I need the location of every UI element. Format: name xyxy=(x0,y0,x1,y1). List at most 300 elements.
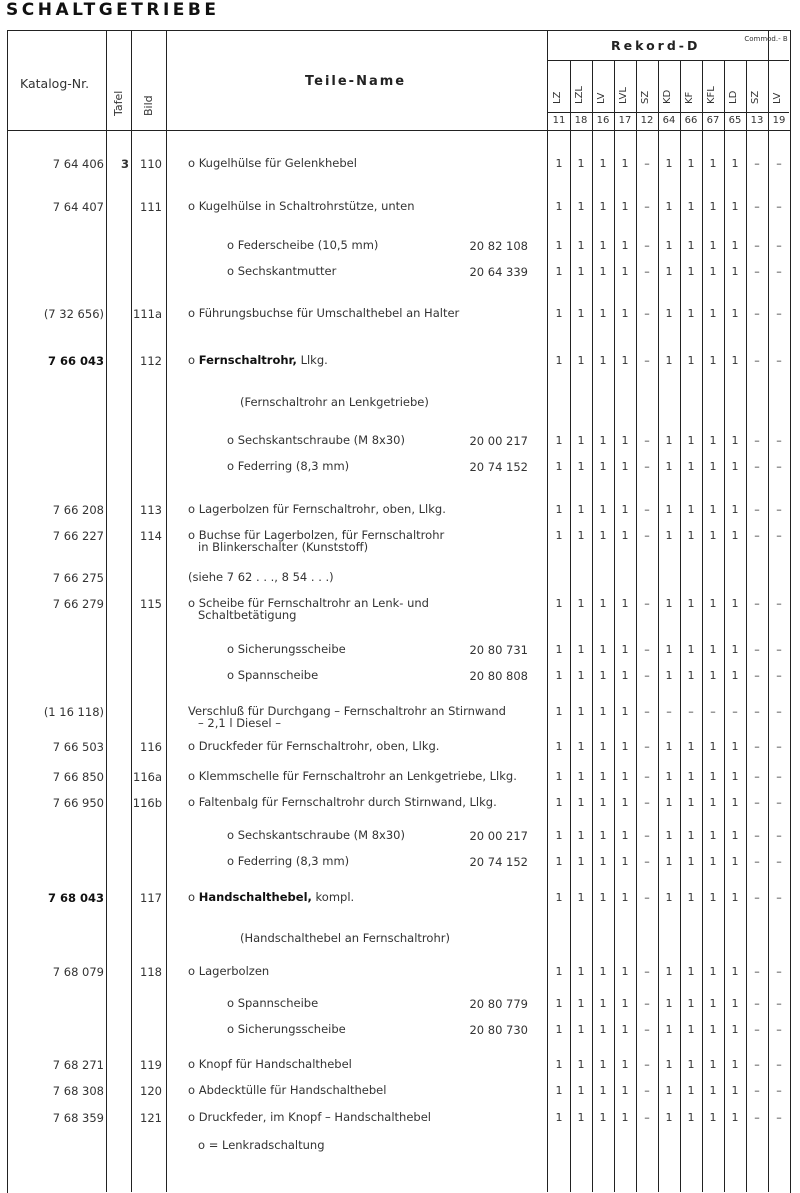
quantity-cell: 1 xyxy=(555,460,563,473)
model-column-divider xyxy=(768,30,769,1192)
part-name xyxy=(188,891,354,903)
part-name xyxy=(188,1084,386,1096)
catalog-number: 7 66 208 xyxy=(52,503,104,517)
bild-number: 116a xyxy=(133,770,162,784)
bullet-marker: o xyxy=(188,964,199,978)
catalog-number: 7 66 950 xyxy=(52,796,104,810)
quantity-cell: 1 xyxy=(621,529,629,542)
model-column-divider xyxy=(680,60,681,1192)
quantity-cell: 1 xyxy=(731,740,739,753)
quantity-cell: – xyxy=(644,200,650,213)
header-divider xyxy=(7,130,790,131)
bild-number: 117 xyxy=(140,891,162,905)
column-divider xyxy=(166,30,167,1192)
quantity-cell: 1 xyxy=(555,669,563,682)
quantity-cell: – xyxy=(776,1058,782,1071)
quantity-cell: 1 xyxy=(731,669,739,682)
bullet-marker: o xyxy=(188,199,199,213)
part-name xyxy=(227,265,336,277)
quantity-cell: 1 xyxy=(555,740,563,753)
quantity-cell: 1 xyxy=(599,643,607,656)
quantity-cell: – xyxy=(776,829,782,842)
quantity-cell: – xyxy=(644,770,650,783)
quantity-cell: – xyxy=(776,1023,782,1036)
part-name xyxy=(188,740,439,752)
part-name-text: Druckfeder, im Knopf – Handschalthebel xyxy=(198,1110,431,1124)
part-name-text: Lagerbolzen xyxy=(198,964,270,978)
quantity-cell: 1 xyxy=(665,265,673,278)
bullet-marker: o xyxy=(227,642,238,656)
catalog-number: 7 68 359 xyxy=(52,1111,104,1125)
quantity-cell: 1 xyxy=(599,1058,607,1071)
part-name xyxy=(227,855,349,867)
quantity-cell: – xyxy=(776,770,782,783)
quantity-cell: 1 xyxy=(621,307,629,320)
bullet-marker: o xyxy=(227,1022,238,1036)
part-number: 20 00 217 xyxy=(469,434,528,448)
quantity-cell: 1 xyxy=(687,597,695,610)
part-name xyxy=(188,1111,431,1123)
quantity-cell: 1 xyxy=(665,1058,673,1071)
quantity-cell: – xyxy=(644,855,650,868)
quantity-cell: 1 xyxy=(665,796,673,809)
bullet-marker: o xyxy=(188,502,199,516)
part-name-text: Kugelhülse für Gelenkhebel xyxy=(198,156,357,170)
part-name xyxy=(227,643,346,655)
quantity-cell: 1 xyxy=(621,597,629,610)
catalog-number: 7 66 503 xyxy=(52,740,104,754)
part-name-text: Führungsbuchse für Umschalthebel an Halter xyxy=(198,306,460,320)
bild-number: 111a xyxy=(133,307,162,321)
quantity-cell: 1 xyxy=(709,157,717,170)
bullet-marker: o xyxy=(227,264,238,278)
quantity-cell: 1 xyxy=(687,307,695,320)
bullet-marker: o xyxy=(227,996,238,1010)
header-tafel: Tafel xyxy=(112,90,125,116)
quantity-cell: – xyxy=(776,643,782,656)
part-name-bold: Fernschaltrohr, xyxy=(198,353,297,367)
quantity-cell: 1 xyxy=(599,705,607,718)
quantity-cell: 1 xyxy=(709,643,717,656)
bild-number: 110 xyxy=(140,157,162,171)
part-number: 20 00 217 xyxy=(469,829,528,843)
quantity-cell: 1 xyxy=(555,503,563,516)
quantity-cell: 1 xyxy=(687,796,695,809)
quantity-cell: 1 xyxy=(687,460,695,473)
quantity-cell: 1 xyxy=(687,829,695,842)
quantity-cell: – xyxy=(754,855,760,868)
quantity-cell: 1 xyxy=(709,503,717,516)
part-name-text: Llkg. xyxy=(296,353,328,367)
quantity-cell: – xyxy=(776,529,782,542)
quantity-cell: 1 xyxy=(599,770,607,783)
quantity-cell: 1 xyxy=(621,891,629,904)
quantity-cell: – xyxy=(776,669,782,682)
quantity-cell: 1 xyxy=(599,1111,607,1124)
quantity-cell: – xyxy=(644,239,650,252)
quantity-cell: 1 xyxy=(665,829,673,842)
quantity-cell: 1 xyxy=(555,157,563,170)
model-number: 13 xyxy=(750,115,764,126)
model-number: 19 xyxy=(772,115,786,126)
part-name-bold: Handschalthebel, xyxy=(198,890,312,904)
model-code: KFL xyxy=(706,86,717,104)
part-number: 20 64 339 xyxy=(469,265,528,279)
quantity-cell: 1 xyxy=(665,354,673,367)
bullet-marker: o xyxy=(227,668,238,682)
part-name xyxy=(227,829,405,841)
quantity-cell: – xyxy=(644,460,650,473)
quantity-cell: 1 xyxy=(687,965,695,978)
quantity-cell: – xyxy=(776,740,782,753)
quantity-cell: 1 xyxy=(709,796,717,809)
part-number: 20 80 808 xyxy=(469,669,528,683)
quantity-cell: – xyxy=(754,460,760,473)
part-name xyxy=(188,705,506,729)
header-divider xyxy=(547,112,789,113)
catalog-number: 7 66 043 xyxy=(47,354,104,368)
part-number: 20 80 779 xyxy=(469,997,528,1011)
quantity-cell: 1 xyxy=(731,1111,739,1124)
quantity-cell: 1 xyxy=(577,1111,585,1124)
part-name-text: (Fernschaltrohr an Lenkgetriebe) xyxy=(240,395,429,409)
quantity-cell: – xyxy=(644,354,650,367)
bild-number: 116 xyxy=(140,740,162,754)
quantity-cell: 1 xyxy=(621,157,629,170)
quantity-cell: 1 xyxy=(621,1084,629,1097)
quantity-cell: 1 xyxy=(577,643,585,656)
quantity-cell: 1 xyxy=(621,997,629,1010)
part-name xyxy=(188,529,444,553)
quantity-cell: – xyxy=(644,503,650,516)
quantity-cell: 1 xyxy=(577,740,585,753)
part-name-text: Sicherungsscheibe xyxy=(237,642,346,656)
bullet-marker: o xyxy=(188,1083,199,1097)
part-name-line2: in Blinkerschalter (Kunststoff) xyxy=(198,540,369,554)
quantity-cell: 1 xyxy=(577,1084,585,1097)
part-name-text: Kugelhülse in Schaltrohrstütze, unten xyxy=(198,199,415,213)
quantity-cell: – xyxy=(644,891,650,904)
quantity-cell: 1 xyxy=(555,705,563,718)
quantity-cell: – xyxy=(644,1058,650,1071)
quantity-cell: 1 xyxy=(665,434,673,447)
quantity-cell: 1 xyxy=(665,1084,673,1097)
quantity-cell: 1 xyxy=(555,307,563,320)
quantity-cell: 1 xyxy=(577,997,585,1010)
quantity-cell: – xyxy=(754,529,760,542)
catalog-number: 7 66 850 xyxy=(52,770,104,784)
quantity-cell: 1 xyxy=(687,669,695,682)
part-name xyxy=(240,932,450,944)
quantity-cell: 1 xyxy=(687,1023,695,1036)
bild-number: 114 xyxy=(140,529,162,543)
part-name-text: Buchse für Lagerbolzen, für Fernschaltrohr xyxy=(198,528,445,542)
quantity-cell: 1 xyxy=(577,239,585,252)
quantity-cell: 1 xyxy=(599,434,607,447)
model-column-divider xyxy=(614,60,615,1192)
quantity-cell: 1 xyxy=(555,1111,563,1124)
quantity-cell: 1 xyxy=(665,997,673,1010)
part-name xyxy=(188,200,415,212)
model-column-divider xyxy=(658,60,659,1192)
quantity-cell: 1 xyxy=(555,796,563,809)
model-code: KF xyxy=(684,91,695,104)
quantity-cell: – xyxy=(732,705,738,718)
quantity-cell: – xyxy=(754,1058,760,1071)
catalog-number: (7 32 656) xyxy=(43,307,104,321)
quantity-cell: 1 xyxy=(687,643,695,656)
quantity-cell: 1 xyxy=(709,740,717,753)
quantity-cell: 1 xyxy=(709,265,717,278)
part-name-text: Federscheibe (10,5 mm) xyxy=(237,238,379,252)
header-commodore: Commod.- B xyxy=(744,35,788,43)
quantity-cell: 1 xyxy=(577,597,585,610)
quantity-cell: – xyxy=(644,965,650,978)
bild-number: 119 xyxy=(140,1058,162,1072)
quantity-cell: 1 xyxy=(621,354,629,367)
quantity-cell: – xyxy=(754,1084,760,1097)
bullet-marker: o xyxy=(188,353,199,367)
quantity-cell: 1 xyxy=(577,705,585,718)
quantity-cell: 1 xyxy=(577,200,585,213)
quantity-cell: 1 xyxy=(599,965,607,978)
part-number: 20 74 152 xyxy=(469,460,528,474)
quantity-cell: 1 xyxy=(665,643,673,656)
quantity-cell: 1 xyxy=(665,239,673,252)
quantity-cell: – xyxy=(754,307,760,320)
quantity-cell: 1 xyxy=(599,855,607,868)
quantity-cell: 1 xyxy=(555,1058,563,1071)
quantity-cell: 1 xyxy=(621,503,629,516)
quantity-cell: 1 xyxy=(687,1084,695,1097)
catalog-number: 7 68 079 xyxy=(52,965,104,979)
quantity-cell: 1 xyxy=(731,265,739,278)
quantity-cell: 1 xyxy=(621,239,629,252)
quantity-cell: 1 xyxy=(555,434,563,447)
quantity-cell: – xyxy=(754,997,760,1010)
quantity-cell: – xyxy=(754,643,760,656)
header-bild: Bild xyxy=(142,95,155,116)
catalog-number: 7 66 275 xyxy=(52,571,104,585)
quantity-cell: – xyxy=(754,265,760,278)
model-code: LZL xyxy=(574,86,585,104)
quantity-cell: 1 xyxy=(577,796,585,809)
quantity-cell: 1 xyxy=(687,200,695,213)
part-name-text: Spannscheibe xyxy=(237,668,319,682)
part-name xyxy=(188,307,459,319)
column-divider xyxy=(547,30,548,1192)
quantity-cell: 1 xyxy=(599,239,607,252)
quantity-cell: 1 xyxy=(731,891,739,904)
header-rekord-d: Rekord-D xyxy=(611,38,701,53)
quantity-cell: 1 xyxy=(709,529,717,542)
bullet-marker: o xyxy=(188,769,199,783)
part-name xyxy=(227,1023,346,1035)
quantity-cell: 1 xyxy=(687,770,695,783)
model-number: 65 xyxy=(728,115,742,126)
bullet-marker: o xyxy=(227,854,238,868)
quantity-cell: – xyxy=(644,529,650,542)
quantity-cell: – xyxy=(644,643,650,656)
part-name xyxy=(188,503,446,515)
part-name-text: Faltenbalg für Fernschaltrohr durch Stirnwand, Llkg. xyxy=(198,795,497,809)
part-name xyxy=(188,597,429,621)
quantity-cell: 1 xyxy=(621,705,629,718)
quantity-cell: 1 xyxy=(555,354,563,367)
model-number: 18 xyxy=(574,115,588,126)
bullet-marker: o xyxy=(188,890,199,904)
quantity-cell: 1 xyxy=(555,1084,563,1097)
part-name xyxy=(188,157,357,169)
bullet-marker: o xyxy=(188,596,199,610)
model-number: 17 xyxy=(618,115,632,126)
quantity-cell: – xyxy=(644,740,650,753)
quantity-cell: – xyxy=(776,891,782,904)
part-number: 20 80 731 xyxy=(469,643,528,657)
model-number: 66 xyxy=(684,115,698,126)
part-name xyxy=(227,239,378,251)
quantity-cell: 1 xyxy=(599,1023,607,1036)
bullet-marker: o xyxy=(188,1057,199,1071)
quantity-cell: – xyxy=(754,740,760,753)
part-name xyxy=(240,396,429,408)
catalog-number: (1 16 118) xyxy=(43,705,104,719)
quantity-cell: 1 xyxy=(665,503,673,516)
quantity-cell: 1 xyxy=(577,669,585,682)
quantity-cell: 1 xyxy=(577,891,585,904)
bullet-marker: o xyxy=(188,739,199,753)
quantity-cell: 1 xyxy=(731,997,739,1010)
quantity-cell: 1 xyxy=(555,855,563,868)
bullet-marker: o xyxy=(188,528,199,542)
bullet-marker: o xyxy=(227,433,238,447)
quantity-cell: 1 xyxy=(709,997,717,1010)
part-name-text: Sechskantmutter xyxy=(237,264,337,278)
catalog-number: 7 66 227 xyxy=(52,529,104,543)
quantity-cell: 1 xyxy=(665,770,673,783)
quantity-cell: 1 xyxy=(621,740,629,753)
quantity-cell: – xyxy=(776,965,782,978)
quantity-cell: 1 xyxy=(599,891,607,904)
quantity-cell: 1 xyxy=(709,597,717,610)
quantity-cell: 1 xyxy=(665,1111,673,1124)
quantity-cell: 1 xyxy=(621,669,629,682)
quantity-cell: – xyxy=(754,1023,760,1036)
quantity-cell: – xyxy=(644,265,650,278)
bullet-marker: o xyxy=(188,1110,199,1124)
quantity-cell: 1 xyxy=(621,965,629,978)
quantity-cell: 1 xyxy=(577,965,585,978)
part-name xyxy=(227,997,318,1009)
quantity-cell: 1 xyxy=(555,997,563,1010)
quantity-cell: – xyxy=(644,307,650,320)
part-name-text: (siehe 7 62 . . ., 8 54 . . .) xyxy=(188,570,334,584)
part-name xyxy=(188,965,269,977)
model-code: LD xyxy=(728,90,739,104)
quantity-cell: – xyxy=(754,1111,760,1124)
quantity-cell: 1 xyxy=(709,855,717,868)
quantity-cell: 1 xyxy=(687,354,695,367)
quantity-cell: 1 xyxy=(577,529,585,542)
quantity-cell: 1 xyxy=(555,239,563,252)
quantity-cell: 1 xyxy=(665,855,673,868)
part-number: 20 82 108 xyxy=(469,239,528,253)
bullet-marker: o xyxy=(227,459,238,473)
quantity-cell: 1 xyxy=(555,529,563,542)
model-column-divider xyxy=(746,60,747,1192)
quantity-cell: 1 xyxy=(731,770,739,783)
catalog-number: 7 68 308 xyxy=(52,1084,104,1098)
quantity-cell: 1 xyxy=(599,597,607,610)
bullet-marker: o xyxy=(227,238,238,252)
quantity-cell: – xyxy=(776,705,782,718)
quantity-cell: 1 xyxy=(577,855,585,868)
quantity-cell: 1 xyxy=(731,200,739,213)
quantity-cell: 1 xyxy=(577,307,585,320)
part-name xyxy=(198,1139,325,1151)
quantity-cell: 1 xyxy=(577,503,585,516)
quantity-cell: 1 xyxy=(599,829,607,842)
model-code: LVL xyxy=(618,87,629,104)
bild-number: 120 xyxy=(140,1084,162,1098)
part-name-text: Scheibe für Fernschaltrohr an Lenk- und xyxy=(198,596,429,610)
quantity-cell: 1 xyxy=(555,829,563,842)
quantity-cell: 1 xyxy=(577,157,585,170)
quantity-cell: 1 xyxy=(577,1058,585,1071)
quantity-cell: – xyxy=(776,855,782,868)
quantity-cell: 1 xyxy=(599,157,607,170)
quantity-cell: 1 xyxy=(709,239,717,252)
quantity-cell: 1 xyxy=(665,157,673,170)
header-katalog: Katalog-Nr. xyxy=(20,76,90,91)
part-name xyxy=(188,770,517,782)
bullet-marker: o xyxy=(188,306,199,320)
quantity-cell: 1 xyxy=(687,265,695,278)
quantity-cell: – xyxy=(754,829,760,842)
quantity-cell: – xyxy=(644,705,650,718)
quantity-cell: 1 xyxy=(709,434,717,447)
quantity-cell: 1 xyxy=(621,796,629,809)
quantity-cell: 1 xyxy=(731,157,739,170)
bullet-marker: o xyxy=(227,828,238,842)
quantity-cell: 1 xyxy=(731,829,739,842)
bild-number: 112 xyxy=(140,354,162,368)
quantity-cell: 1 xyxy=(665,307,673,320)
quantity-cell: 1 xyxy=(599,265,607,278)
quantity-cell: 1 xyxy=(731,1023,739,1036)
model-column-divider xyxy=(724,60,725,1192)
quantity-cell: 1 xyxy=(621,265,629,278)
quantity-cell: – xyxy=(754,965,760,978)
quantity-cell: 1 xyxy=(555,265,563,278)
quantity-cell: 1 xyxy=(731,307,739,320)
quantity-cell: – xyxy=(644,829,650,842)
quantity-cell: 1 xyxy=(731,855,739,868)
quantity-cell: 1 xyxy=(555,597,563,610)
quantity-cell: 1 xyxy=(599,307,607,320)
quantity-cell: 1 xyxy=(665,529,673,542)
model-code: SZ xyxy=(640,90,651,104)
quantity-cell: – xyxy=(644,1084,650,1097)
part-name xyxy=(227,460,349,472)
model-code: KD xyxy=(662,89,673,104)
quantity-cell: 1 xyxy=(709,1111,717,1124)
quantity-cell: – xyxy=(776,354,782,367)
quantity-cell: – xyxy=(688,705,694,718)
quantity-cell: 1 xyxy=(621,829,629,842)
quantity-cell: – xyxy=(776,796,782,809)
quantity-cell: – xyxy=(710,705,716,718)
